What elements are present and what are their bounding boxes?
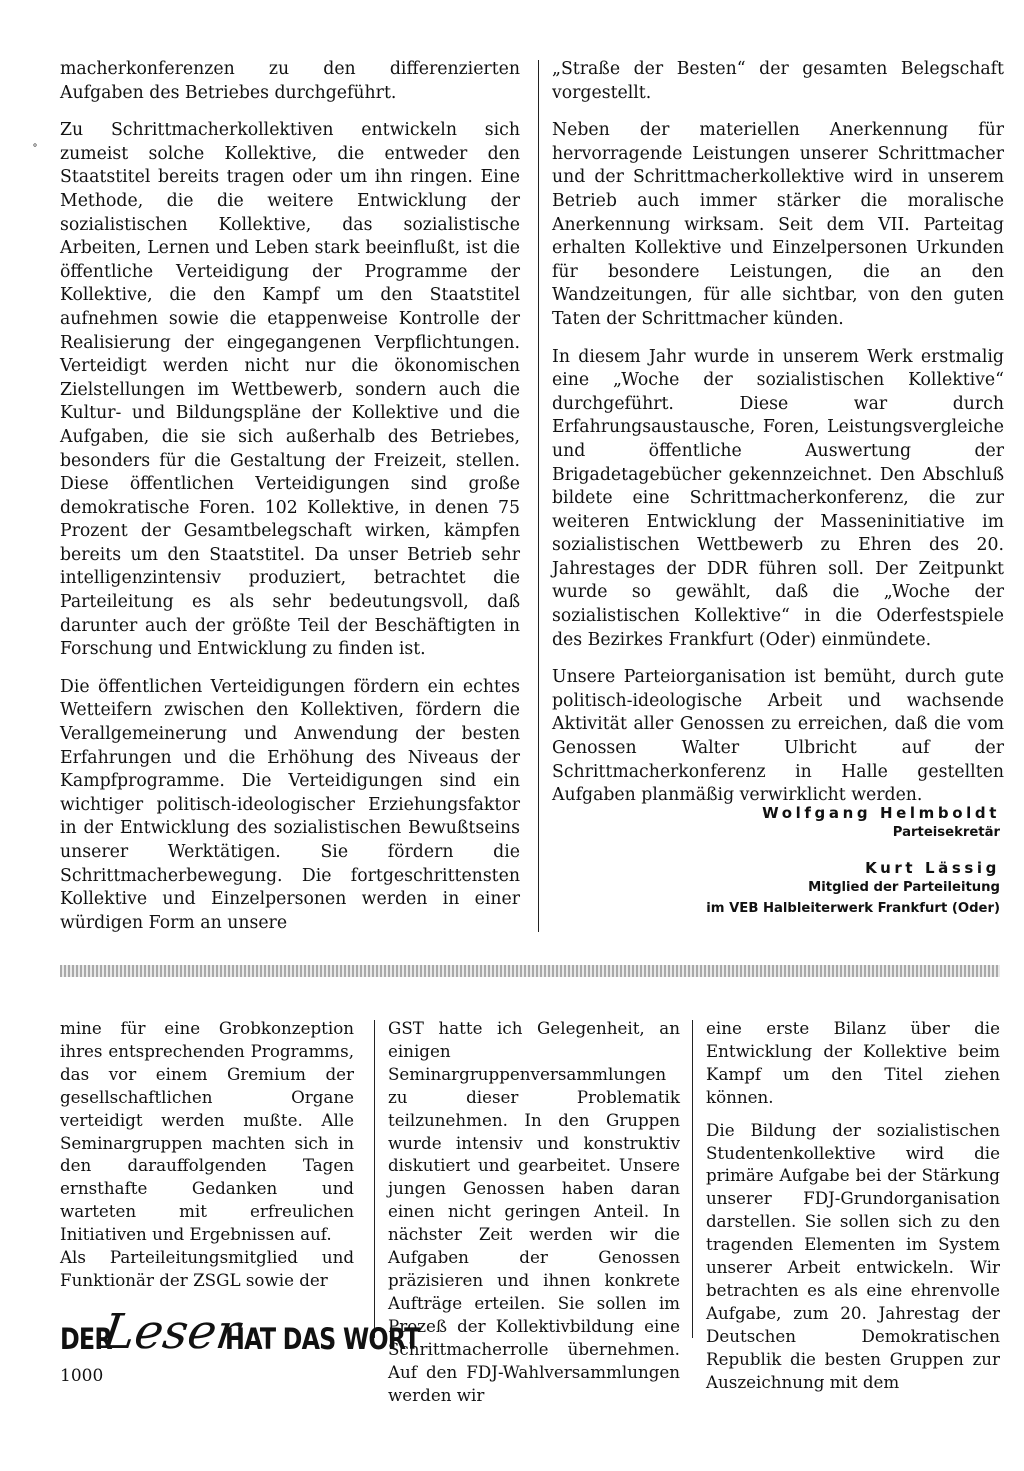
- column-divider: [692, 1020, 693, 1338]
- author-role: im VEB Halbleiterwerk Frankfurt (Oder): [706, 901, 1000, 916]
- paragraph: Neben der materiellen Anerkennung für hervorragende Leistungen unserer Schrittmacher und der Schrittmacherkollektive wird in unserem Betrieb auch immer stärker die moralische Anerkennung wirksam. Seit dem VII. Parteitag erhalten Kollektive und Einzelpersonen Urkunden für besondere Leistungen, die an den Wandzeitungen, für alle sichtbar, von den guten Taten der Schrittmacher künden.: [552, 120, 1004, 329]
- paragraph: Die Bildung der sozialistischen Studentenkollektive wird die primäre Aufgabe bei der Stärkung unserer FDJ-Grundorganisation darstellen. Sie sollen sich zu den tragenden Elementen im System unserer Arbeit entwickeln. Wir betrachten es als eine ehrenvolle Aufgabe, zum 20. Jahrestag der Deutschen Demokratischen Republik die besten Gruppen zur Auszeichnung mit dem: [706, 1119, 1000, 1392]
- letter-column-2: [388, 1017, 680, 1406]
- logo-script-text: Leser: [99, 1303, 244, 1360]
- column-divider: [538, 60, 539, 932]
- signature-block: [600, 800, 1000, 919]
- paragraph: macherkonferenzen zu den differenzierten Aufgaben des Betriebes durchgeführt.: [60, 59, 520, 103]
- author-name: Kurt Lässig: [865, 859, 1000, 877]
- letter-column-3: [706, 1017, 1000, 1394]
- page-number: 1000: [60, 1366, 104, 1386]
- paragraph: Die öffentlichen Verteidigungen fördern ein echtes Wetteifern zwischen den Kollektiven, fördern die Verallgemeinerung und Anwendung der besten Erfahrungen und die Erhöhung des Niveaus der Kampfprogramme. Die Verteidigungen sind ein wichtiger politisch-ideologischer Erziehungsfaktor in der Entwicklung des sozialistischen Bewußtseins unserer Werktätigen. Sie fördern die Schrittmacherbewegung. Die fortgeschrittensten Kollektive und Einzelpersonen werden in einer würdigen Form an unsere: [60, 676, 520, 933]
- author-name: Wolfgang Helmboldt: [762, 804, 1000, 822]
- paragraph: In diesem Jahr wurde in unserem Werk erstmalig eine „Woche der sozialistischen Kollektive“ durchgeführt. Diese war durch Erfahrungsaustausche, Foren, Leistungsvergleiche und öffentliche Auswertung der Brigadetagebücher gekennzeichnet. Den Abschluß bildete eine Schrittmacherkonferenz, die zur weiteren Entwicklung der Masseninitiative im sozialistischen Wettbewerb zu Ehren des 20. Jahrestages der DDR führen soll. Der Zeitpunkt wurde so gewählt, daß die „Woche der sozialistischen Kollektive“ in die Oderfestspiele des Bezirkes Frankfurt (Oder) einmündete.: [552, 346, 1004, 650]
- paragraph: Unsere Parteiorganisation ist bemüht, durch gute politisch-ideologische Arbeit und wachsende Aktivität aller Genossen zu erreichen, daß die vom Genossen Walter Ulbricht auf der Schrittmacherkonferenz in Halle gestellten Aufgaben planmäßig verwirklicht werden.: [552, 667, 1004, 806]
- paragraph: Als Parteileitungsmitglied und Funktionär der ZSGL sowie der: [60, 1247, 354, 1290]
- paragraph: Zu Schrittmacherkollektiven entwickeln sich zumeist solche Kollektive, die entweder den Staatstitel bereits tragen oder um ihn ringen. Eine Methode, die die weitere Entwicklung der sozialistischen Kollektive, das sozialistische Arbeiten, Lernen und Leben stark beeinflußt, ist die öffentliche Verteidigung der Programme der Kollektive, die den Kampf um den Staatstitel aufnehmen sowie die etappenweise Kontrolle der Realisierung der eingegangenen Verpflichtungen. Verteidigt werden nicht nur die ökonomischen Zielstellungen im Wettbewerb, sondern auch die Kultur- und Bildungspläne der Kollektive und die Aufgaben, die sie sich außerhalb des Betriebes, besonders für die Gestaltung der Freizeit, stellen. Diese öffentlichen Verteidigungen sind große demokratische Foren. 102 Kollektive, in denen 75 Prozent der Gesamtbelegschaft wirken, kämpfen bereits um den Staatstitel. Da unser Betrieb sehr intelligenzintensiv produziert, betrachtet die Parteileitung es als sehr bedeutungsvoll, daß darunter auch der größte Teil der Beschäftigten in Forschung und Entwicklung zu finden ist.: [60, 120, 520, 660]
- column-divider: [374, 1020, 375, 1338]
- section-separator: [60, 965, 1000, 977]
- author-role: Parteisekretär: [892, 825, 1000, 840]
- paragraph: „Straße der Besten“ der gesamten Belegschaft vorgestellt.: [552, 59, 1004, 103]
- article-column-right: [552, 58, 1004, 808]
- article-column-left: [60, 58, 520, 935]
- paragraph: mine für eine Grobkonzeption ihres entsprechenden Programms, das vor einem Gremium der gesellschaftlichen Organe verteidigt werden mußte. Alle Seminargruppen machten sich in den darauffolgenden Tagen ernsthafte Gedanken und warteten mit erfreulichen Initiativen und Ergebnissen auf.: [60, 1018, 354, 1245]
- paragraph: GST hatte ich Gelegenheit, an einigen Seminargruppenversammlungen zu dieser Problematik teilzunehmen. In den Gruppen wurde intensiv und konstruktiv diskutiert und gearbeitet. Unsere jungen Genossen haben daran einen nicht geringen Anteil. In nächster Zeit werden wir die Aufgaben der Genossen präzisieren und ihnen konkrete Aufträge erteilen. Sie sollen im Prozeß der Kollektivbildung eine Schrittmacherrolle übernehmen. Auf den FDJ-Wahlversammlungen werden wir: [388, 1018, 680, 1405]
- paragraph: eine erste Bilanz über die Entwicklung der Kollektive beim Kampf um den Titel ziehen können.: [706, 1018, 1000, 1107]
- logo-text-right: HAT DAS WORT: [225, 1322, 421, 1356]
- author-role: Mitglied der Parteileitung: [808, 880, 1000, 895]
- margin-mark: ˚: [32, 143, 38, 157]
- section-logo: [60, 1288, 421, 1360]
- letter-column-1: [60, 1017, 354, 1292]
- logo-text-left: DER: [60, 1322, 112, 1356]
